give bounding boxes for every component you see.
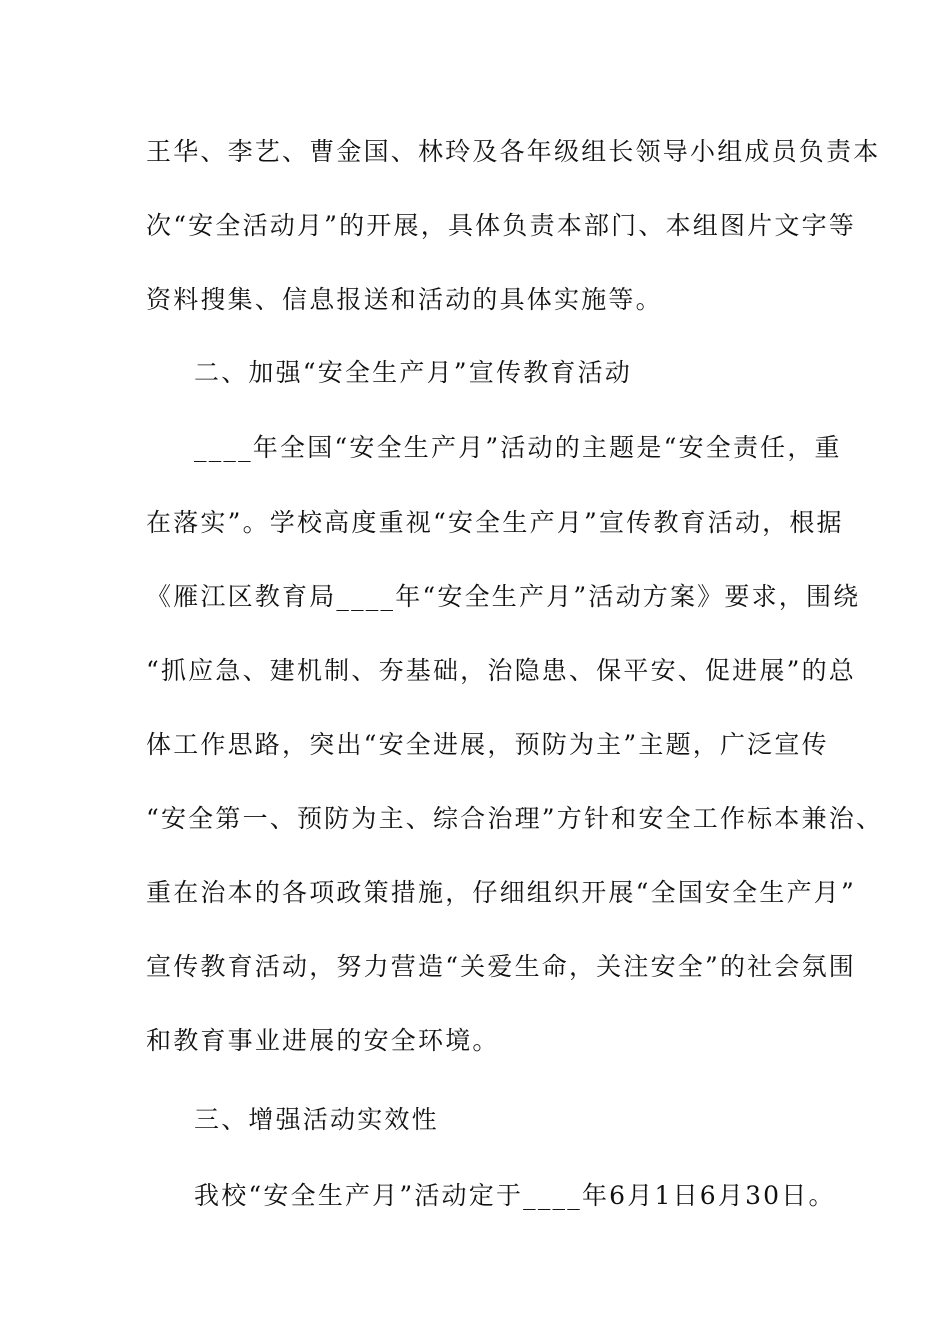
paragraph-line: 我校“安全生产月”活动定于____年6月1日6月30日。 [194,1181,836,1210]
paragraph-line: 在落实”。学校高度重视“安全生产月”宣传教育活动，根据 [146,508,844,537]
paragraph-line: 重在治本的各项政策措施，仔细组织开展“全国安全生产月” [146,878,856,907]
paragraph-line: 次“安全活动月”的开展，具体负责本部门、本组图片文字等 [146,211,856,240]
section-heading-3: 三、增强活动实效性 [194,1105,439,1134]
paragraph-line: 资料搜集、信息报送和活动的具体实施等。 [146,285,663,314]
paragraph-line: 体工作思路，突出“安全进展，预防为主”主题，广泛宣传 [146,730,829,759]
section-heading-2: 二、加强“安全生产月”宣传教育活动 [194,358,632,387]
paragraph-line: “抓应急、建机制、夯基础，治隐患、保平安、促进展”的总 [146,656,856,685]
paragraph-line: 王华、李艺、曹金国、林玲及各年级组长领导小组成员负责本 [146,137,881,166]
paragraph-line: 和教育事业进展的安全环境。 [146,1026,500,1055]
paragraph-line: “安全第一、预防为主、综合治理”方针和安全工作标本兼治、 [146,804,884,833]
paragraph-line: 宣传教育活动，努力营造“关爱生命，关注安全”的社会氛围 [146,952,856,981]
paragraph-line: ____年全国“安全生产月”活动的主题是“安全责任，重 [194,433,842,462]
paragraph-line: 《雁江区教育局____年“安全生产月”活动方案》要求，围绕 [146,582,861,611]
